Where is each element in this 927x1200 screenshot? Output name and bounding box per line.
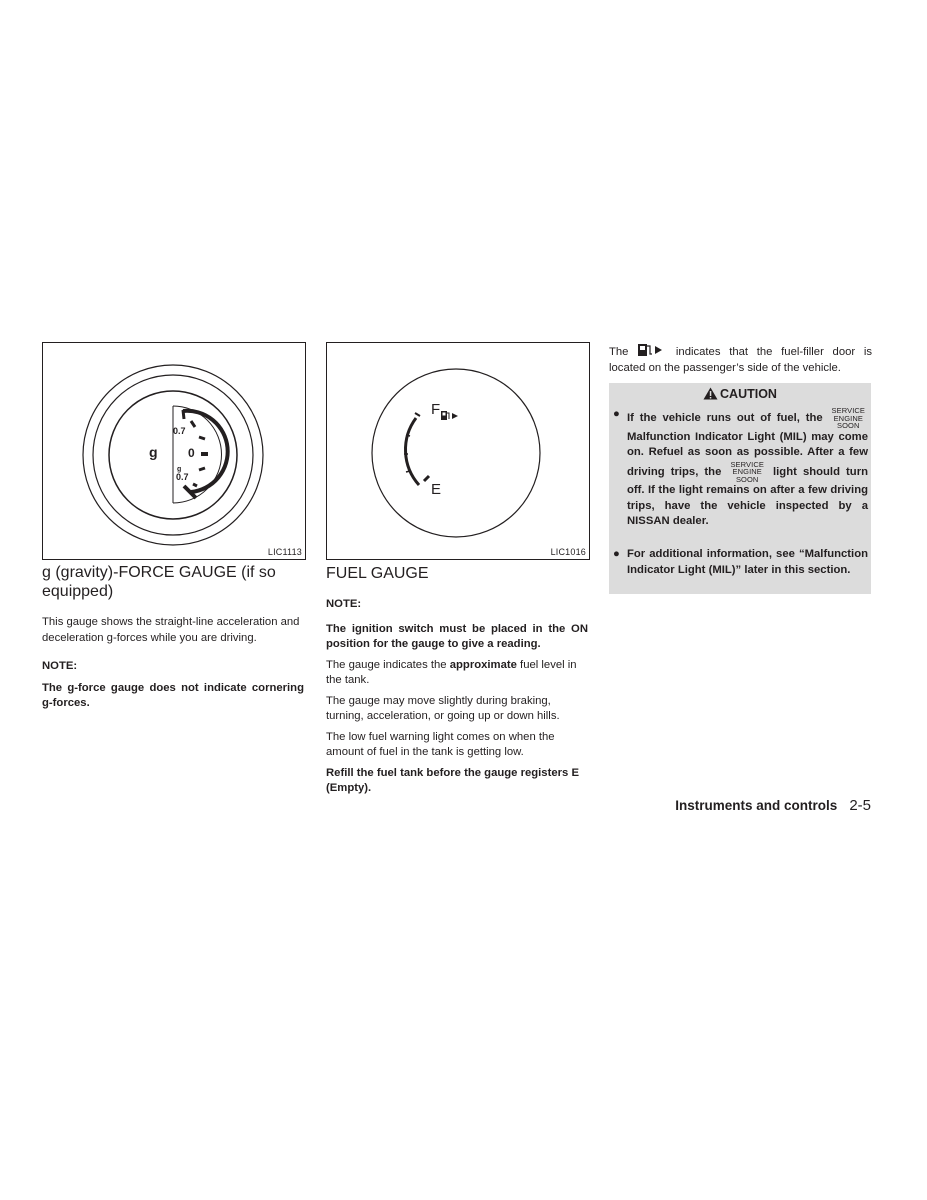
fuel-gauge-heading: FUEL GAUGE: [326, 565, 429, 582]
full-label: F: [431, 401, 441, 418]
ses-line: SOON: [735, 474, 759, 484]
ses-line: ENGINE: [833, 413, 863, 423]
g-force-note: The g-force gauge does not indicate cornering g-forces.: [42, 681, 304, 709]
caution-text: If the vehicle runs out of fuel, the: [627, 412, 823, 424]
caution-heading: [609, 387, 871, 401]
g-force-gauge-heading: g (gravity)-FORCE GAUGE (if so equipped): [42, 564, 276, 600]
paragraph-text: The: [609, 346, 629, 358]
caution-text: light should turn off. If the light remains on after a few driving trips, have the vehicle inspected by a NISSAN dealer.: [627, 465, 869, 527]
bottom-scale-value: 0.7: [176, 472, 189, 482]
approximate-level-paragraph: [326, 658, 588, 689]
caution-box: [609, 383, 871, 594]
ses-line: SERVICE: [831, 406, 866, 415]
center-scale-value: 0: [188, 446, 195, 460]
section-name: Instruments and controls: [675, 798, 838, 813]
caution-item-run-out: [613, 407, 868, 530]
fuel-gauge-illustration: [327, 343, 589, 559]
g-label: g: [149, 444, 158, 460]
fuel-gauge-figure: [326, 342, 590, 560]
bullet-icon: ●: [613, 548, 620, 560]
ses-line: SOON: [837, 421, 860, 430]
ignition-note: The ignition switch must be placed in the ON position for the gauge to give a reading.: [326, 622, 588, 650]
figure-code: LIC1113: [267, 547, 302, 557]
fuel-filler-paragraph: [609, 342, 872, 376]
ses-line: ENGINE: [732, 467, 762, 476]
g-force-gauge-figure: [42, 342, 306, 560]
left-column-text: [42, 563, 304, 712]
caution-text: For additional information, see “Malfunction Indicator Light (MIL)” later in this section.: [627, 548, 868, 576]
service-engine-soon-icon: [730, 461, 764, 484]
page-footer: [675, 798, 871, 814]
fuel-pump-icon: [441, 411, 458, 420]
page-number: 2-5: [849, 797, 871, 814]
g-force-description: This gauge shows the straight-line acceleration and deceleration g-forces while you are driving.: [42, 616, 300, 644]
service-engine-soon-icon: [832, 407, 866, 430]
right-column-intro: [609, 342, 872, 376]
caution-item-more-info: [613, 547, 868, 578]
note-label: NOTE:: [326, 598, 362, 610]
low-fuel-paragraph: The low fuel warning light comes on when the amount of fuel in the tank is getting low.: [326, 730, 555, 758]
paragraph-text: fuel level in the tank.: [326, 658, 577, 686]
bullet-icon: ●: [613, 408, 620, 420]
fuel-door-side-icon: [637, 342, 667, 358]
caution-title: CAUTION: [720, 387, 777, 401]
warning-triangle-icon: [703, 387, 718, 400]
empty-label: E: [431, 481, 442, 498]
top-scale-value: 0.7: [173, 426, 186, 436]
refill-paragraph: Refill the fuel tank before the gauge registers E (Empty).: [326, 766, 579, 794]
bottom-g-label: g: [177, 466, 182, 473]
note-label: NOTE:: [42, 660, 78, 672]
g-force-gauge-illustration: [43, 343, 305, 559]
emphasis-text: approximate: [449, 658, 517, 671]
figure-code: LIC1016: [550, 547, 586, 557]
caution-text: Malfunction Indicator Light (MIL) may come on. Refuel as soon as possible. After a few driving trips, the: [627, 430, 868, 478]
ses-line: SERVICE: [730, 459, 764, 469]
braking-paragraph: The gauge may move slightly during braking, turning, acceleration, or going up or down hills.: [326, 694, 560, 722]
paragraph-text: indicates that the fuel-filler door is located on the passenger’s side of the vehicle.: [609, 346, 873, 374]
middle-column-text: [326, 563, 588, 797]
paragraph-text: The gauge indicates the: [326, 658, 450, 671]
